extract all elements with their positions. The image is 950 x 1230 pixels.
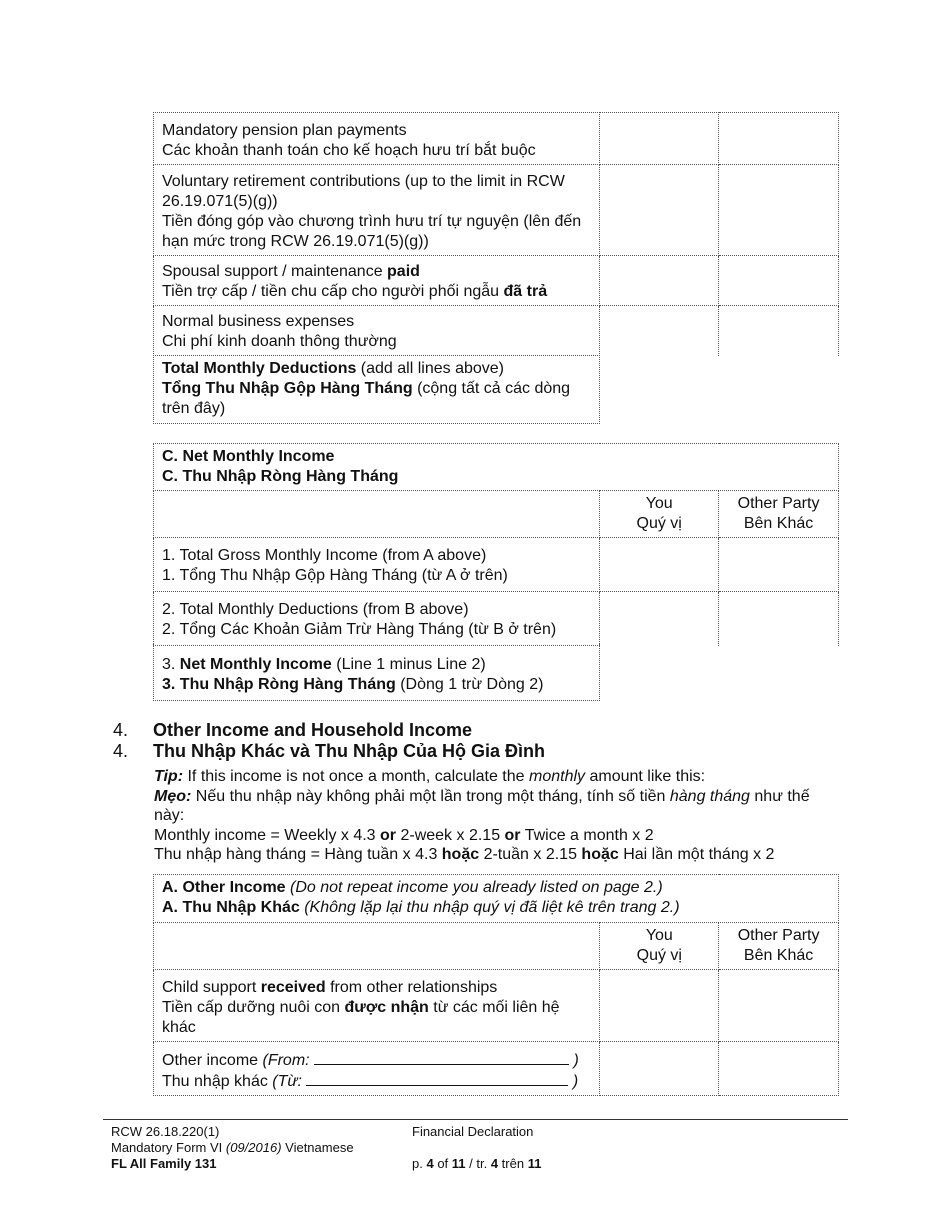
column-header-vi: Quý vị: [636, 947, 682, 964]
section-title-en: Other Income and Household Income: [153, 720, 473, 740]
section-number: 4.: [113, 720, 129, 740]
formula-vi: [154, 845, 844, 865]
text: (Dòng 1 trừ Dòng 2): [395, 676, 544, 693]
column-header-you: [600, 491, 719, 538]
deductions-table: [153, 112, 839, 356]
text: Hai lần một tháng x 2: [618, 846, 775, 863]
note: (Không lặp lại thu nhập quý vị đã liệt kê trên trang 2.): [299, 899, 680, 916]
emphasis: A. Other Income: [162, 879, 286, 896]
table-row: [154, 113, 839, 165]
section-title: [154, 444, 839, 491]
text: 3.: [162, 656, 180, 673]
emphasis: monthly: [529, 768, 586, 785]
emphasis: A. Thu Nhập Khác: [162, 899, 300, 916]
tip-block: [154, 767, 844, 865]
text: Tiền trợ cấp / tiền chu cấp cho người phối ngẫu: [162, 283, 504, 300]
total-deductions-label: [154, 349, 600, 423]
text: p.: [412, 1156, 427, 1171]
footer-rcw: RCW 26.18.220(1): [111, 1124, 220, 1139]
column-header-en: You: [645, 927, 673, 944]
column-header-en: Other Party: [737, 495, 820, 512]
emphasis: (09/2016): [225, 1140, 282, 1155]
column-header-other-party: [719, 491, 839, 538]
deduction-label: [154, 306, 600, 356]
deduction-label-en: Voluntary retirement contributions (up to the limit in RCW 26.19.071(5)(g)): [162, 173, 565, 210]
table-row: [154, 444, 839, 491]
text: Thu nhập hàng tháng = Hàng tuần x 4.3: [154, 846, 442, 863]
other-party-amount-cell[interactable]: [719, 165, 839, 256]
text: từ các mối liên hệ khác: [162, 999, 560, 1036]
emphasis: hoặc: [441, 846, 480, 863]
text: / tr.: [465, 1156, 491, 1171]
note: (Từ:: [272, 1073, 302, 1090]
other-income-source-field-vi[interactable]: [306, 1071, 568, 1086]
other-party-amount-cell[interactable]: [719, 113, 839, 165]
row-label: [154, 1042, 600, 1096]
row-label-vi: 1. Tổng Thu Nhập Gộp Hàng Tháng (từ A ở trên): [162, 567, 508, 584]
note: ): [573, 1052, 579, 1069]
emphasis: 3. Thu Nhập Ròng Hàng Tháng: [162, 676, 396, 693]
other-income-source-field[interactable]: [314, 1050, 569, 1065]
table-row: [154, 256, 839, 306]
row-label-en: [162, 1050, 591, 1071]
row-label-vi: [162, 1071, 591, 1092]
text: Spousal support / maintenance: [162, 263, 388, 280]
text: như thế này:: [154, 787, 810, 824]
table-header-row: [154, 923, 839, 970]
emphasis: or: [504, 826, 521, 844]
emphasis: Net Monthly Income: [179, 656, 332, 673]
section-title-vi: C. Thu Nhập Ròng Hàng Tháng: [162, 468, 399, 485]
you-amount-cell[interactable]: [600, 592, 719, 646]
text: Thu nhập khác: [162, 1073, 273, 1090]
text: If this income is not once a month, calculate the: [183, 768, 529, 785]
table-row: [154, 538, 839, 592]
text: Twice a month x 2: [520, 826, 654, 844]
emphasis: hàng tháng: [669, 787, 750, 805]
text: Tiền cấp dưỡng nuôi con: [162, 999, 345, 1016]
text: amount like this:: [585, 768, 706, 785]
emphasis: hoặc: [581, 846, 619, 863]
text: Child support: [162, 979, 261, 996]
note: (Do not repeat income you already listed on page 2.): [285, 879, 663, 896]
emphasis: 11: [451, 1156, 466, 1171]
emphasis: Tổng Thu Nhập Gộp Hàng Tháng: [162, 380, 413, 397]
tip-vi: [154, 787, 844, 826]
row-label: [154, 592, 600, 646]
table-row: [154, 1042, 839, 1096]
formula-en: [154, 826, 844, 846]
deduction-label: [154, 113, 600, 165]
table-row: [154, 306, 839, 356]
footer-left: [111, 1124, 354, 1172]
emphasis: 4: [490, 1156, 499, 1171]
text: (add all lines above): [356, 360, 504, 377]
header-blank: [154, 491, 600, 538]
text: 2-tuần x 2.15: [479, 846, 582, 863]
you-amount-cell[interactable]: [600, 1042, 719, 1096]
you-amount-cell[interactable]: [600, 256, 719, 306]
other-party-amount-cell[interactable]: [719, 306, 839, 356]
text: Monthly income = Weekly x 4.3: [154, 826, 381, 844]
row-label: [154, 970, 600, 1042]
note: ): [572, 1073, 579, 1090]
tip-label: Mẹo:: [154, 787, 192, 805]
section-title-en: [162, 878, 830, 898]
total-label-vi: [162, 379, 591, 419]
emphasis: received: [260, 979, 326, 996]
deduction-label-vi: Các khoản thanh toán cho kế hoạch hưu trí bắt buộc: [162, 142, 536, 159]
column-header-vi: Bên Khác: [743, 947, 814, 964]
you-amount-cell[interactable]: [600, 538, 719, 592]
tip-en: [154, 767, 844, 787]
you-amount-cell[interactable]: [600, 165, 719, 256]
net-income-table: [153, 443, 839, 646]
section-heading-vi: [113, 741, 545, 762]
column-header-other-party: [719, 923, 839, 970]
row-label-vi: 2. Tổng Các Khoản Giảm Trừ Hàng Tháng (từ B ở trên): [162, 621, 557, 638]
deduction-label-en: Normal business expenses: [162, 313, 355, 330]
deduction-label-vi: Chi phí kinh doanh thông thường: [162, 333, 397, 350]
footer-page-number: [412, 1156, 541, 1172]
table-header-row: [154, 491, 839, 538]
text: (Line 1 minus Line 2): [331, 656, 486, 673]
row-label-vi: [162, 675, 591, 695]
row-label-en: 1. Total Gross Monthly Income (from A above): [162, 547, 487, 564]
column-header-vi: Bên Khác: [743, 515, 814, 532]
emphasis: or: [380, 826, 397, 844]
header-blank: [154, 923, 600, 970]
tip-label: Tip:: [154, 768, 184, 785]
emphasis: đã trả: [503, 283, 548, 300]
emphasis: 11: [527, 1156, 542, 1171]
column-header-en: Other Party: [737, 927, 820, 944]
text: Vietnamese: [281, 1140, 354, 1155]
emphasis: paid: [387, 263, 420, 280]
row-label-en: [162, 655, 591, 675]
you-amount-cell[interactable]: [600, 113, 719, 165]
row-label: [154, 538, 600, 592]
emphasis: Total Monthly Deductions: [162, 360, 357, 377]
deduction-label-en: Mandatory pension plan payments: [162, 122, 407, 139]
table-row: [154, 970, 839, 1042]
table-row: [154, 592, 839, 646]
section-title-en: C. Net Monthly Income: [162, 448, 335, 465]
note: (From:: [262, 1052, 310, 1069]
section-number: 4.: [113, 741, 129, 761]
other-party-amount-cell[interactable]: [719, 1042, 839, 1096]
text: from other relationships: [325, 979, 498, 996]
text: Mandatory Form VI: [111, 1140, 226, 1155]
footer-form: [111, 1140, 354, 1156]
footer-doc-title: Financial Declaration: [412, 1124, 534, 1139]
deduction-label: [154, 165, 600, 256]
deduction-label-vi: Tiền đóng góp vào chương trình hưu trí tự nguyện (lên đến hạn mức trong RCW 26.19.071(5)(g)): [162, 213, 582, 250]
net-income-line3: [153, 643, 600, 701]
text: of: [433, 1156, 452, 1171]
deduction-label-en: [162, 262, 591, 282]
emphasis: được nhận: [344, 999, 429, 1016]
deduction-label: [154, 256, 600, 306]
row-label-vi: [162, 998, 591, 1038]
other-party-amount-cell[interactable]: [719, 970, 839, 1042]
footer-divider: [103, 1119, 848, 1120]
section-title-vi: Thu Nhập Khác và Thu Nhập Của Hộ Gia Đình: [153, 741, 546, 761]
you-amount-cell[interactable]: [600, 970, 719, 1042]
section-title: [154, 875, 839, 923]
section-title-vi: [162, 898, 830, 918]
column-header-you: [600, 923, 719, 970]
deduction-label-vi: [162, 282, 591, 302]
text: (cộng tất cả các dòng trên đây): [162, 380, 571, 417]
row-label-en: [162, 978, 591, 998]
table-row: [154, 165, 839, 256]
column-header-vi: Quý vị: [636, 515, 682, 532]
row-label-en: 2. Total Monthly Deductions (from B above): [162, 601, 469, 618]
total-label-en: [162, 359, 591, 379]
other-party-amount-cell[interactable]: [719, 538, 839, 592]
row-label: [154, 643, 600, 700]
footer-form-id: FL All Family 131: [111, 1156, 217, 1171]
emphasis: 4: [426, 1156, 434, 1171]
footer-center: [412, 1124, 541, 1172]
table-row: [154, 875, 839, 923]
other-party-amount-cell[interactable]: [719, 256, 839, 306]
total-deductions-row: [153, 349, 600, 424]
text: trên: [498, 1156, 528, 1171]
column-header-en: You: [645, 495, 673, 512]
table-row: [154, 349, 600, 423]
you-amount-cell[interactable]: [600, 306, 719, 356]
other-income-table: [153, 874, 839, 1096]
other-party-amount-cell[interactable]: [719, 592, 839, 646]
table-row: [154, 643, 600, 700]
text: 2-week x 2.15: [396, 826, 505, 844]
text: Other income: [162, 1052, 263, 1069]
section-heading-en: [113, 720, 472, 741]
text: Nếu thu nhập này không phải một lần trong một tháng, tính số tiền: [191, 787, 670, 805]
